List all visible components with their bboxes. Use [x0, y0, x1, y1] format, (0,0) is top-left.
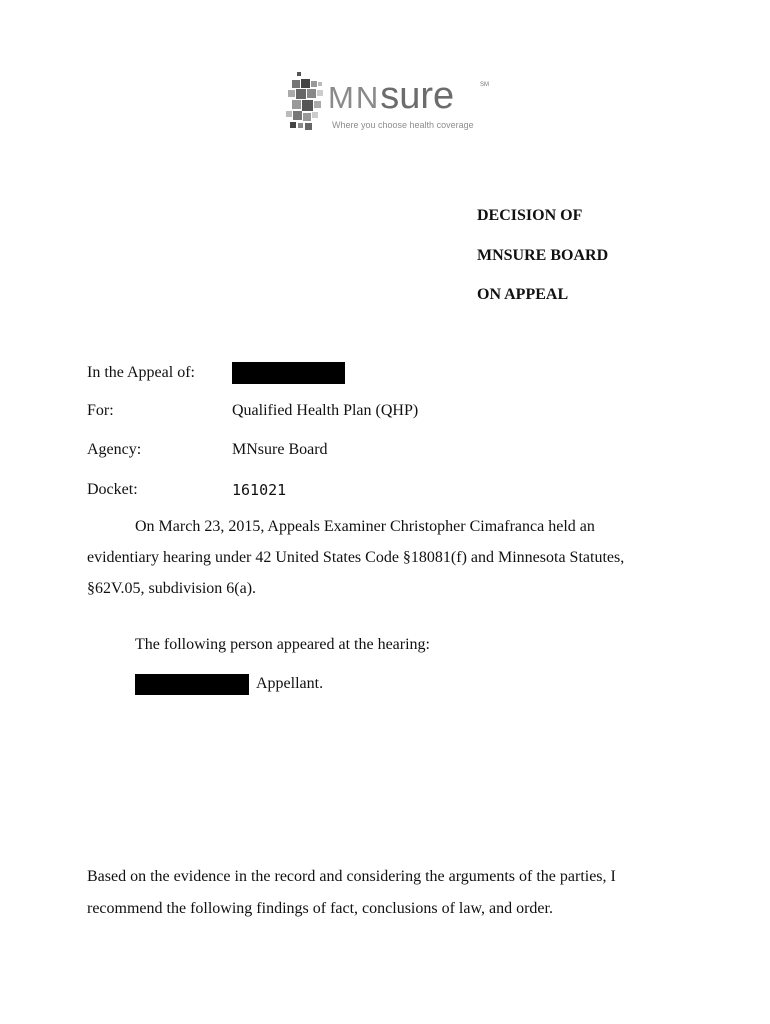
mnsure-logo — [284, 70, 494, 134]
intro-paragraph-line-3: §62V.05, subdivision 6(a). — [87, 580, 257, 597]
appellant-role: Appellant. — [256, 675, 324, 692]
docket-value: 161021 — [232, 481, 287, 499]
heading-line-1: DECISION OF — [477, 207, 583, 224]
heading-line-3: ON APPEAL — [477, 286, 569, 303]
trademark-mark: SM — [480, 82, 489, 88]
appellant-name-redaction — [232, 362, 345, 384]
closing-paragraph-line-2: recommend the following findings of fact, conclusions of law, and order. — [87, 900, 553, 917]
mnsure-mosaic-icon — [284, 70, 330, 132]
docket-label: Docket: — [87, 481, 138, 498]
for-label: For: — [87, 402, 114, 419]
intro-paragraph-line-2: evidentiary hearing under 42 United States Code §18081(f) and Minnesota Statutes, — [87, 549, 625, 566]
agency-value: MNsure Board — [232, 441, 328, 458]
appearances-intro: The following person appeared at the hearing: — [135, 636, 430, 653]
intro-paragraph-line-1: On March 23, 2015, Appeals Examiner Christopher Cimafranca held an — [135, 518, 595, 535]
brand-sure: sure — [380, 75, 455, 117]
agency-label: Agency: — [87, 441, 142, 458]
brand-mn: MN — [328, 80, 381, 115]
closing-paragraph-line-1: Based on the evidence in the record and considering the arguments of the parties, I — [87, 868, 616, 885]
appeal-of-label: In the Appeal of: — [87, 364, 195, 381]
appellant-redaction — [135, 674, 249, 695]
heading-line-2: MNSURE BOARD — [477, 247, 609, 264]
logo-tagline: Where you choose health coverage — [332, 120, 474, 130]
mnsure-wordmark — [328, 74, 454, 120]
for-value: Qualified Health Plan (QHP) — [232, 402, 419, 419]
